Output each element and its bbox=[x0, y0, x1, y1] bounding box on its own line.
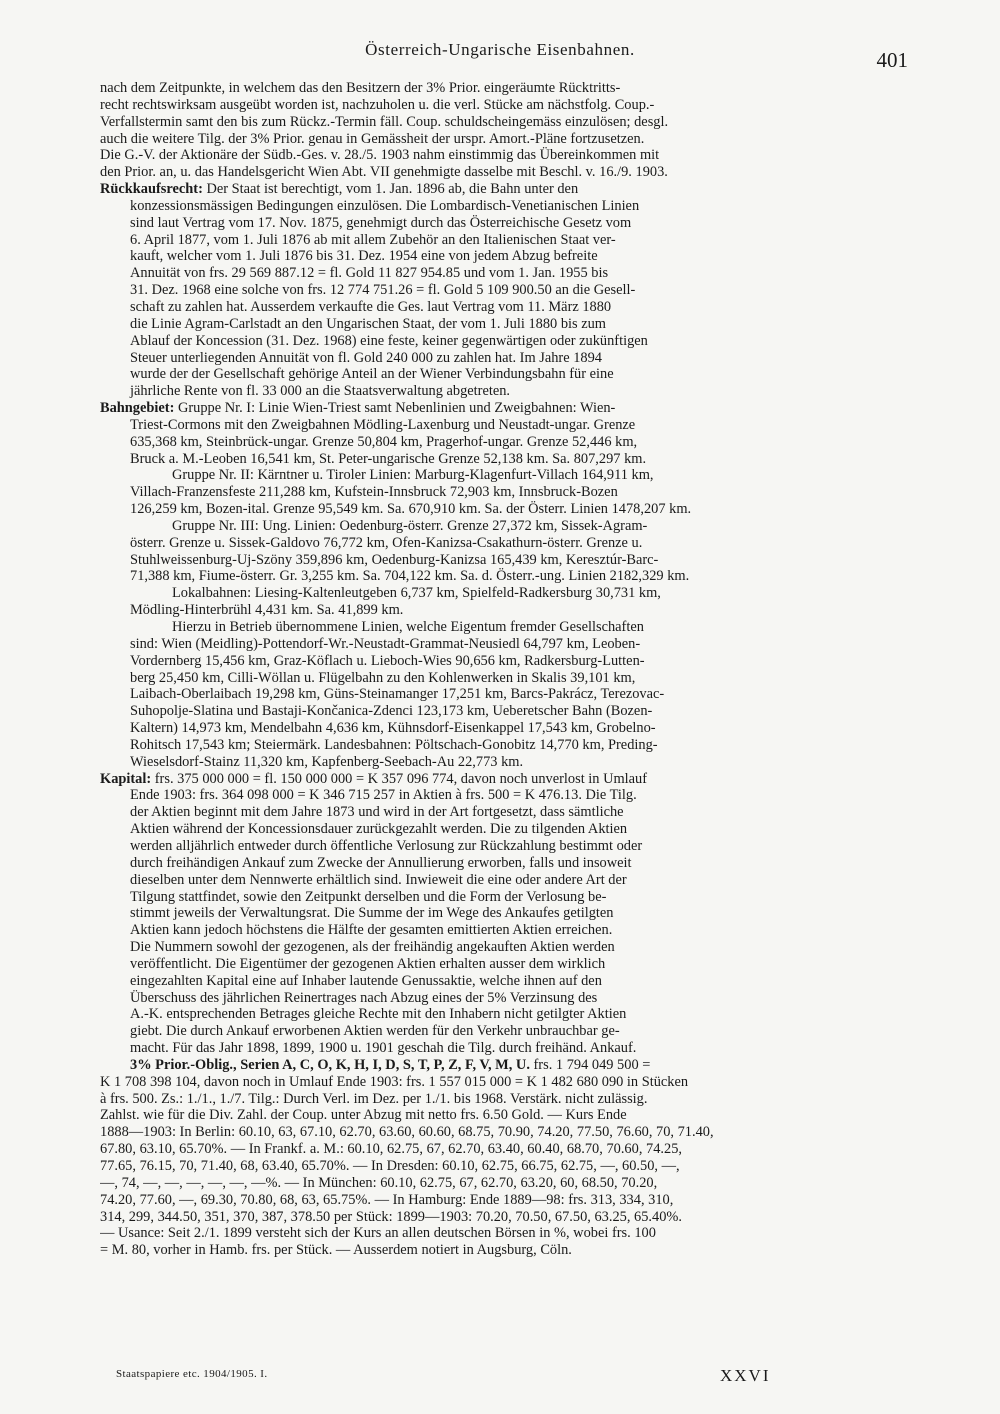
line-text: Aktien kann jedoch höchstens die Hälfte der gesamten emittierten Aktien erreichen. bbox=[130, 922, 613, 939]
text-line bbox=[100, 232, 908, 249]
section-heading: Rückkaufsrecht: bbox=[100, 181, 203, 198]
line-text: Triest-Cormons mit den Zweigbahnen Mödling-Laxenburg und Neustadt-ungar. Grenze bbox=[130, 416, 636, 433]
line-text: jährliche Rente von fl. 33 000 an die Staatsverwaltung abgetreten. bbox=[130, 383, 511, 400]
line-text: = M. 80, vorher in Hamb. frs. per Stück. — Ausserdem notiert in Augsburg, Cöln. bbox=[100, 1242, 572, 1259]
section-heading: 3% Prior.-Oblig., Serien A, C, O, K, H, I, D, S, T, P, Z, F, V, M, U. bbox=[130, 1056, 530, 1073]
text-line bbox=[100, 1225, 908, 1242]
text-line bbox=[100, 131, 908, 148]
line-text: nach dem Zeitpunkte, in welchem das den Besitzern der 3% Prior. eingeräumte Rücktritts- bbox=[100, 80, 621, 96]
line-text: 635,368 km, Steinbrück-ungar. Grenze 50,804 km, Pragerhof-ungar. Grenze 52,446 km, bbox=[130, 433, 638, 450]
line-text: Überschuss des jährlichen Reinertrages nach Abzug eines der 5% Verzinsung des bbox=[130, 989, 598, 1006]
line-text: Hierzu in Betrieb übernommene Linien, welche Eigentum fremder Gesellschaften bbox=[172, 619, 644, 635]
text-line bbox=[100, 535, 908, 552]
line-text: frs. 375 000 000 = fl. 150 000 000 = K 357 096 774, davon noch unverlost in Umlauf bbox=[151, 770, 648, 787]
text-line bbox=[100, 956, 908, 973]
line-text: 31. Dez. 1968 eine solche von frs. 12 774 751.26 = fl. Gold 5 109 900.50 an die Gesell- bbox=[130, 282, 636, 299]
line-text: Aktien während der Koncessionsdauer zurückgezahlt werden. Die zu tilgenden Aktien bbox=[130, 821, 628, 838]
line-text: Gruppe Nr. III: Ung. Linien: Oedenburg-österr. Grenze 27,372 km, Sissek-Agram- bbox=[172, 517, 648, 534]
line-text: —, 74, —, —, —, —, —, —%. — In München: 60.10, 62.75, 67, 62.70, 63.20, 60, 68.50, 70.20, bbox=[100, 1174, 658, 1191]
line-text: Suhopolje-Slatina und Bastaji-Končanica-Zdenci 123,173 km, Ueberetscher Bahn (Bozen- bbox=[130, 703, 653, 720]
text-line bbox=[100, 316, 908, 333]
text-line bbox=[100, 585, 908, 602]
text-line bbox=[100, 653, 908, 670]
line-text: Kaltern) 14,973 km, Mendelbahn 4,636 km, Kühnsdorf-Eisenkappel 17,543 km, Grobelno- bbox=[130, 720, 656, 737]
text-line bbox=[100, 114, 908, 131]
line-text: macht. Für das Jahr 1898, 1899, 1900 u. 1901 geschah die Tilg. durch freihänd. Ankauf. bbox=[130, 1040, 637, 1057]
line-text: Steuer unterliegenden Annuität von fl. Gold 240 000 zu zahlen hat. Im Jahre 1894 bbox=[130, 349, 602, 366]
line-text: dieselben unter dem Nennwerte erhältlich sind. Inwieweit die eine oder andere Art der bbox=[130, 871, 627, 888]
text-line bbox=[100, 147, 908, 164]
text-line bbox=[100, 602, 908, 619]
text-line bbox=[100, 484, 908, 501]
text-line bbox=[100, 282, 908, 299]
line-text: werden alljährlich entweder durch öffentliche Verlosung zur Rückzahlung bestimmt oder bbox=[130, 837, 643, 854]
line-text: giebt. Die durch Ankauf erworbenen Aktien werden für den Verkehr unbrauchbar ge- bbox=[130, 1023, 620, 1040]
text-line bbox=[100, 366, 908, 383]
text-line bbox=[100, 434, 908, 451]
line-text: eingezahlten Kapital eine auf Inhaber lautende Genussaktie, welche ihnen auf den bbox=[130, 972, 602, 989]
text-line bbox=[100, 299, 908, 316]
text-line bbox=[100, 198, 908, 215]
line-text: 77.65, 76.15, 70, 71.40, 68, 63.40, 65.70%. — In Dresden: 60.10, 62.75, 66.75, 62.75, —, 60.50, —, bbox=[100, 1158, 680, 1174]
line-text: durch freihändigen Ankauf zum Zwecke der Annullierung erworben, falls und insoweit bbox=[130, 854, 632, 871]
text-line bbox=[100, 568, 908, 585]
text-line bbox=[100, 737, 908, 754]
line-text: stimmt jeweils der Verwaltungsrat. Die Summe der im Wege des Ankaufes getilgten bbox=[130, 905, 614, 922]
text-line bbox=[100, 889, 908, 906]
text-line bbox=[100, 1242, 908, 1259]
text-line bbox=[100, 1141, 908, 1158]
text-line bbox=[100, 1192, 908, 1209]
text-line bbox=[100, 181, 908, 198]
text-line bbox=[100, 1091, 908, 1108]
line-text: Vordernberg 15,456 km, Graz-Köflach u. Lieboch-Wies 90,656 km, Radkersburg-Lutten- bbox=[130, 652, 645, 669]
text-line bbox=[100, 670, 908, 687]
text-line bbox=[100, 501, 908, 518]
body-text bbox=[100, 80, 908, 1259]
line-text: schaft zu zahlen hat. Ausserdem verkaufte die Ges. laut Vertrag vom 11. März 1880 bbox=[130, 298, 612, 315]
line-text: 314, 299, 344.50, 351, 370, 387, 378.50 per Stück: 1899—1903: 70.20, 70.50, 67.50, 63.25, 65.40%. bbox=[100, 1208, 683, 1225]
line-text: Ende 1903: frs. 364 098 000 = K 346 715 257 in Aktien à frs. 500 = K 476.13. Die Tilg. bbox=[130, 787, 637, 804]
line-text: veröffentlicht. Die Eigentümer der gezogenen Aktien erhalten ausser dem wirklich bbox=[130, 955, 606, 972]
running-header: Österreich-Ungarische Eisenbahnen. bbox=[365, 40, 635, 59]
line-text: der Aktien beginnt mit dem Jahre 1873 und wird in der Art fortgesetzt, dass sämtliche bbox=[130, 804, 624, 821]
text-line bbox=[100, 400, 908, 417]
line-text: 74.20, 77.60, —, 69.30, 70.80, 68, 63, 65.75%. — In Hamburg: Ende 1889—98: frs. 313, 334, 310, bbox=[100, 1191, 674, 1208]
line-text: 6. April 1877, vom 1. Juli 1876 ab mit allem Zubehör an den Italienischen Staat ver- bbox=[130, 231, 616, 248]
page-number: 401 bbox=[876, 48, 908, 72]
text-line bbox=[100, 467, 908, 484]
line-text: österr. Grenze u. Sissek-Galdovo 76,772 km, Ofen-Kanizsa-Csakathurn-österr. Grenze u. bbox=[130, 534, 643, 551]
section-heading: Bahngebiet: bbox=[100, 400, 175, 417]
text-line bbox=[100, 1107, 908, 1124]
line-text: Gruppe Nr. I: Linie Wien-Triest samt Nebenlinien und Zweigbahnen: Wien- bbox=[174, 400, 616, 417]
text-line bbox=[100, 215, 908, 232]
text-line bbox=[100, 350, 908, 367]
line-text: Zahlst. wie für die Div. Zahl. der Coup. unter Abzug mit netto frs. 6.50 Gold. — Kurs Ende bbox=[100, 1107, 627, 1124]
line-text: berg 25,450 km, Cilli-Wöllan u. Flügelbahn zu den Kohlenwerken in Skalis 39,101 km, bbox=[130, 669, 636, 686]
line-text: Ablauf der Koncession (31. Dez. 1968) eine feste, keiner gegenwärtigen oder zukünftigen bbox=[130, 332, 648, 349]
line-text: Stuhlweissenburg-Uj-Szöny 359,896 km, Oedenburg-Kanizsa 165,439 km, Keresztúr-Barc- bbox=[130, 551, 659, 568]
text-line bbox=[100, 720, 908, 737]
text-line bbox=[100, 1209, 908, 1226]
text-line bbox=[100, 872, 908, 889]
line-text: den Prior. an, u. das Handelsgericht Wien Abt. VII genehmigte dasselbe mit Beschl. v. 16./9. 1903. bbox=[100, 164, 668, 181]
text-line bbox=[100, 990, 908, 1007]
line-text: sind laut Vertrag vom 17. Nov. 1875, genehmigt durch das Österreichische Gesetz vom bbox=[130, 214, 632, 231]
text-line bbox=[100, 821, 908, 838]
text-line bbox=[100, 248, 908, 265]
line-text: Laibach-Oberlaibach 19,298 km, Güns-Steinamanger 17,251 km, Barcs-Pakrácz, Terezovac- bbox=[130, 686, 665, 703]
text-line bbox=[100, 164, 908, 181]
line-text: Annuität von frs. 29 569 887.12 = fl. Gold 11 827 954.85 und vom 1. Jan. 1955 bis bbox=[130, 265, 609, 282]
text-line bbox=[100, 754, 908, 771]
line-text: Lokalbahnen: Liesing-Kaltenleutgeben 6,737 km, Spielfeld-Radkersburg 30,731 km, bbox=[172, 585, 661, 602]
line-text: A.-K. entsprechenden Betrages gleiche Rechte mit den Inhabern nicht getilgter Aktien bbox=[130, 1006, 627, 1023]
line-text: 126,259 km, Bozen-ital. Grenze 95,549 km. Sa. 670,910 km. Sa. der Österr. Linien 1478,207 km. bbox=[130, 501, 692, 518]
text-line bbox=[100, 1158, 908, 1175]
text-line bbox=[100, 922, 908, 939]
text-line bbox=[100, 1040, 908, 1057]
line-text: — Usance: Seit 2./1. 1899 versteht sich der Kurs an allen deutschen Börsen in %, wobei frs. 100 bbox=[100, 1225, 656, 1242]
text-line bbox=[100, 417, 908, 434]
text-line bbox=[100, 97, 908, 114]
text-line bbox=[100, 686, 908, 703]
text-line bbox=[100, 1124, 908, 1141]
text-line bbox=[100, 1057, 908, 1074]
line-text: Mödling-Hinterbrühl 4,431 km. Sa. 41,899 km. bbox=[130, 602, 404, 619]
text-line bbox=[100, 333, 908, 350]
line-text: Rohitsch 17,543 km; Steiermärk. Landesbahnen: Pöltschach-Gonobitz 14,770 km, Preding- bbox=[130, 736, 658, 753]
line-text: wurde der der Gesellschaft gehörige Anteil an der Wiener Verbindungsbahn für eine bbox=[130, 366, 614, 383]
line-text: Die Nummern sowohl der gezogenen, als der freihändig angekauften Aktien werden bbox=[130, 939, 615, 956]
text-line bbox=[100, 787, 908, 804]
line-text: frs. 1 794 049 500 = bbox=[529, 1056, 651, 1073]
text-line bbox=[100, 855, 908, 872]
section-heading: Kapital: bbox=[100, 770, 152, 787]
line-text: Villach-Franzensfeste 211,288 km, Kufstein-Innsbruck 72,903 km, Innsbruck-Bozen bbox=[130, 484, 618, 501]
line-text: 1888—1903: In Berlin: 60.10, 63, 67.10, 62.70, 63.60, 60.60, 68.75, 70.90, 74.20, 77.50, 76.60, 70, 71.40, bbox=[100, 1124, 714, 1141]
line-text: Gruppe Nr. II: Kärntner u. Tiroler Linien: Marburg-Klagenfurt-Villach 164,911 km, bbox=[172, 467, 654, 484]
text-line bbox=[100, 804, 908, 821]
line-text: sind: Wien (Meidling)-Pottendorf-Wr.-Neustadt-Grammat-Neusiedl 64,797 km, Leoben- bbox=[130, 635, 641, 652]
line-text: recht rechtswirksam ausgeübt worden ist, nachzuholen u. die verl. Stücke am nächstfolg. Coup.- bbox=[100, 96, 655, 113]
text-line bbox=[100, 1175, 908, 1192]
footer-signature: XXVI bbox=[720, 1366, 771, 1385]
text-line bbox=[100, 265, 908, 282]
text-line bbox=[100, 939, 908, 956]
text-line bbox=[100, 80, 908, 97]
line-text: Verfallstermin samt den bis zum Rückz.-Termin fäll. Coup. schuldscheingemäss einzulösen; desgl. bbox=[100, 113, 669, 130]
line-text: Tilgung stattfindet, sowie den Zeitpunkt derselben und die Form der Verlosung be- bbox=[130, 888, 607, 905]
text-line bbox=[100, 1074, 908, 1091]
text-line bbox=[100, 383, 908, 400]
text-line bbox=[100, 451, 908, 468]
text-line bbox=[100, 905, 908, 922]
footer-source: Staatspapiere etc. 1904/1905. I. bbox=[116, 1368, 268, 1380]
line-text: kauft, welcher vom 1. Juli 1876 bis 31. Dez. 1954 eine von jedem Abzug befreite bbox=[130, 248, 598, 265]
text-line bbox=[100, 636, 908, 653]
text-line bbox=[100, 1023, 908, 1040]
line-text: à frs. 500. Zs.: 1./1., 1./7. Tilg.: Durch Verl. im Dez. per 1./1. bis 1968. Verstärk. nicht zulässig. bbox=[100, 1090, 648, 1107]
text-line bbox=[100, 518, 908, 535]
text-line bbox=[100, 838, 908, 855]
text-line bbox=[100, 1006, 908, 1023]
line-text: 67.80, 63.10, 65.70%. — In Frankf. a. M.: 60.10, 62.75, 67, 62.70, 63.40, 60.40, 68.70, 70.60, 74.25, bbox=[100, 1141, 682, 1158]
line-text: Der Staat ist berechtigt, vom 1. Jan. 1896 ab, die Bahn unter den bbox=[202, 181, 579, 198]
text-line bbox=[100, 973, 908, 990]
text-line bbox=[100, 703, 908, 720]
text-line bbox=[100, 552, 908, 569]
line-text: K 1 708 398 104, davon noch in Umlauf Ende 1903: frs. 1 557 015 000 = K 1 482 680 090 in Stücken bbox=[100, 1073, 689, 1090]
line-text: die Linie Agram-Carlstadt an den Ungarischen Staat, der vom 1. Juli 1880 bis zum bbox=[130, 315, 606, 332]
line-text: auch die weitere Tilg. der 3% Prior. genau in Gemässheit der urspr. Amort.-Pläne fortzusetzen. bbox=[100, 130, 645, 147]
line-text: 71,388 km, Fiume-österr. Gr. 3,255 km. Sa. 704,122 km. Sa. d. Österr.-ung. Linien 2182,329 km. bbox=[130, 568, 690, 585]
line-text: Bruck a. M.-Leoben 16,541 km, St. Peter-ungarische Grenze 52,138 km. Sa. 807,297 km. bbox=[130, 450, 647, 467]
text-line bbox=[100, 771, 908, 788]
line-text: Wieselsdorf-Stainz 11,320 km, Kapfenberg-Seebach-Au 22,773 km. bbox=[130, 753, 524, 770]
line-text: Die G.-V. der Aktionäre der Südb.-Ges. v. 28./5. 1903 nahm einstimmig das Übereinkommen mit bbox=[100, 147, 660, 164]
text-line bbox=[100, 619, 908, 636]
line-text: konzessionsmässigen Bedingungen einzulösen. Die Lombardisch-Venetianischen Linien bbox=[130, 197, 640, 214]
